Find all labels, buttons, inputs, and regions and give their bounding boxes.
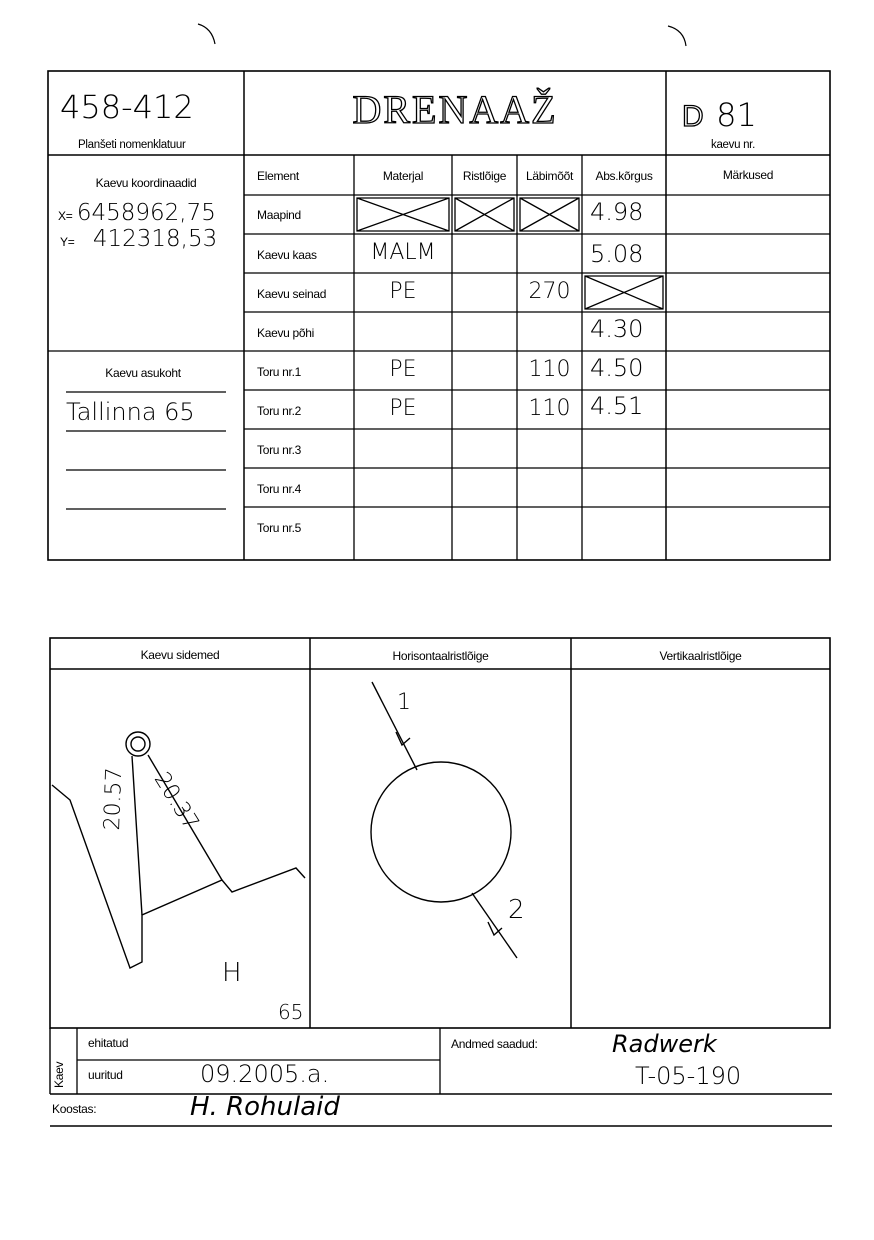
horizontal-label: Horisontaalristlõige <box>392 649 489 663</box>
kaev-label: Kaev <box>52 1061 66 1088</box>
sheet-label: Planšeti nomenklatuur <box>78 139 186 151</box>
surveyed-label: uuritud <box>88 1068 123 1082</box>
tie-distance-1: 20.57 <box>100 767 128 831</box>
building-number: 65 <box>278 1000 304 1024</box>
table-row-element: Toru nr.5 <box>257 521 301 535</box>
compiled-value: H. Rohulaid <box>190 1092 340 1122</box>
table-cell-labimoot: 110 <box>528 357 571 382</box>
col-element: Element <box>257 169 299 183</box>
col-markused: Märkused <box>722 168 774 182</box>
table-row-element: Kaevu seinad <box>257 287 327 301</box>
data-received-company: Radwerk <box>612 1030 717 1058</box>
table-row-element: Toru nr.4 <box>257 482 301 496</box>
table-cell-labimoot: 110 <box>528 396 571 421</box>
vertical-label: Vertikaalristlõige <box>659 649 742 663</box>
corner-mark-left <box>198 24 215 44</box>
location-label: Kaevu asukoht <box>105 366 181 380</box>
table-cell-abs: 4.30 <box>590 315 644 343</box>
x-prefix: X= <box>58 209 73 223</box>
pipe-2-label: 2 <box>508 895 525 925</box>
table-row-element: Maapind <box>257 208 301 222</box>
table-row-element: Toru nr.2 <box>257 404 301 418</box>
table-row-element: Kaevu põhi <box>257 326 315 340</box>
table-cell-labimoot: 270 <box>528 279 571 304</box>
tie-distance-2: 20.37 <box>148 768 204 835</box>
compiled-label: Koostas: <box>52 1102 97 1116</box>
data-received-code: T-05-190 <box>635 1062 742 1090</box>
table-row-element: Kaevu kaas <box>257 248 317 262</box>
y-prefix: Y= <box>60 235 75 249</box>
horizontal-section-sketch <box>371 682 517 958</box>
table-cell-materjal: MALM <box>370 240 436 265</box>
table-cell-materjal: PE <box>389 396 417 421</box>
col-ristloige: Ristlõige <box>462 169 507 183</box>
table-cell-materjal: PE <box>389 279 417 304</box>
table-row-element: Toru nr.1 <box>257 365 301 379</box>
ties-sketch <box>52 732 305 968</box>
col-labimoot: Läbimõõt <box>526 169 573 183</box>
well-number: 81 <box>716 96 757 134</box>
well-symbol <box>126 732 150 756</box>
well-prefix: D <box>682 100 704 133</box>
data-received-label: Andmed saadud: <box>451 1037 538 1051</box>
ties-label: Kaevu sidemed <box>140 648 220 662</box>
location-value: Tallinna 65 <box>66 398 195 426</box>
table-cell-abs: 5.08 <box>590 240 644 268</box>
table-cell-materjal: PE <box>389 357 417 382</box>
built-label: ehitatud <box>88 1036 129 1050</box>
well-label: kaevu nr. <box>711 139 755 151</box>
table-row-element: Toru nr.3 <box>257 443 301 457</box>
table-cell-abs: 4.98 <box>590 198 644 226</box>
building-letter: H <box>222 958 242 988</box>
table-cell-abs: 4.51 <box>590 392 644 420</box>
corner-mark-right <box>668 26 686 46</box>
sheet-code: 458-412 <box>60 88 194 126</box>
y-coordinate: 412318,53 <box>92 226 218 252</box>
col-materjal: Materjal <box>382 169 424 183</box>
pipe-1-label: 1 <box>397 690 411 715</box>
well-section-circle <box>371 762 511 902</box>
coordinates-label: Kaevu koordinaadid <box>95 176 197 190</box>
x-coordinate: 6458962,75 <box>76 200 216 226</box>
page-title: DRENAAŽ <box>352 87 558 132</box>
col-abs: Abs.kõrgus <box>595 169 653 183</box>
surveyed-value: 09.2005.a. <box>200 1060 330 1088</box>
table-cell-abs: 4.50 <box>590 354 644 382</box>
